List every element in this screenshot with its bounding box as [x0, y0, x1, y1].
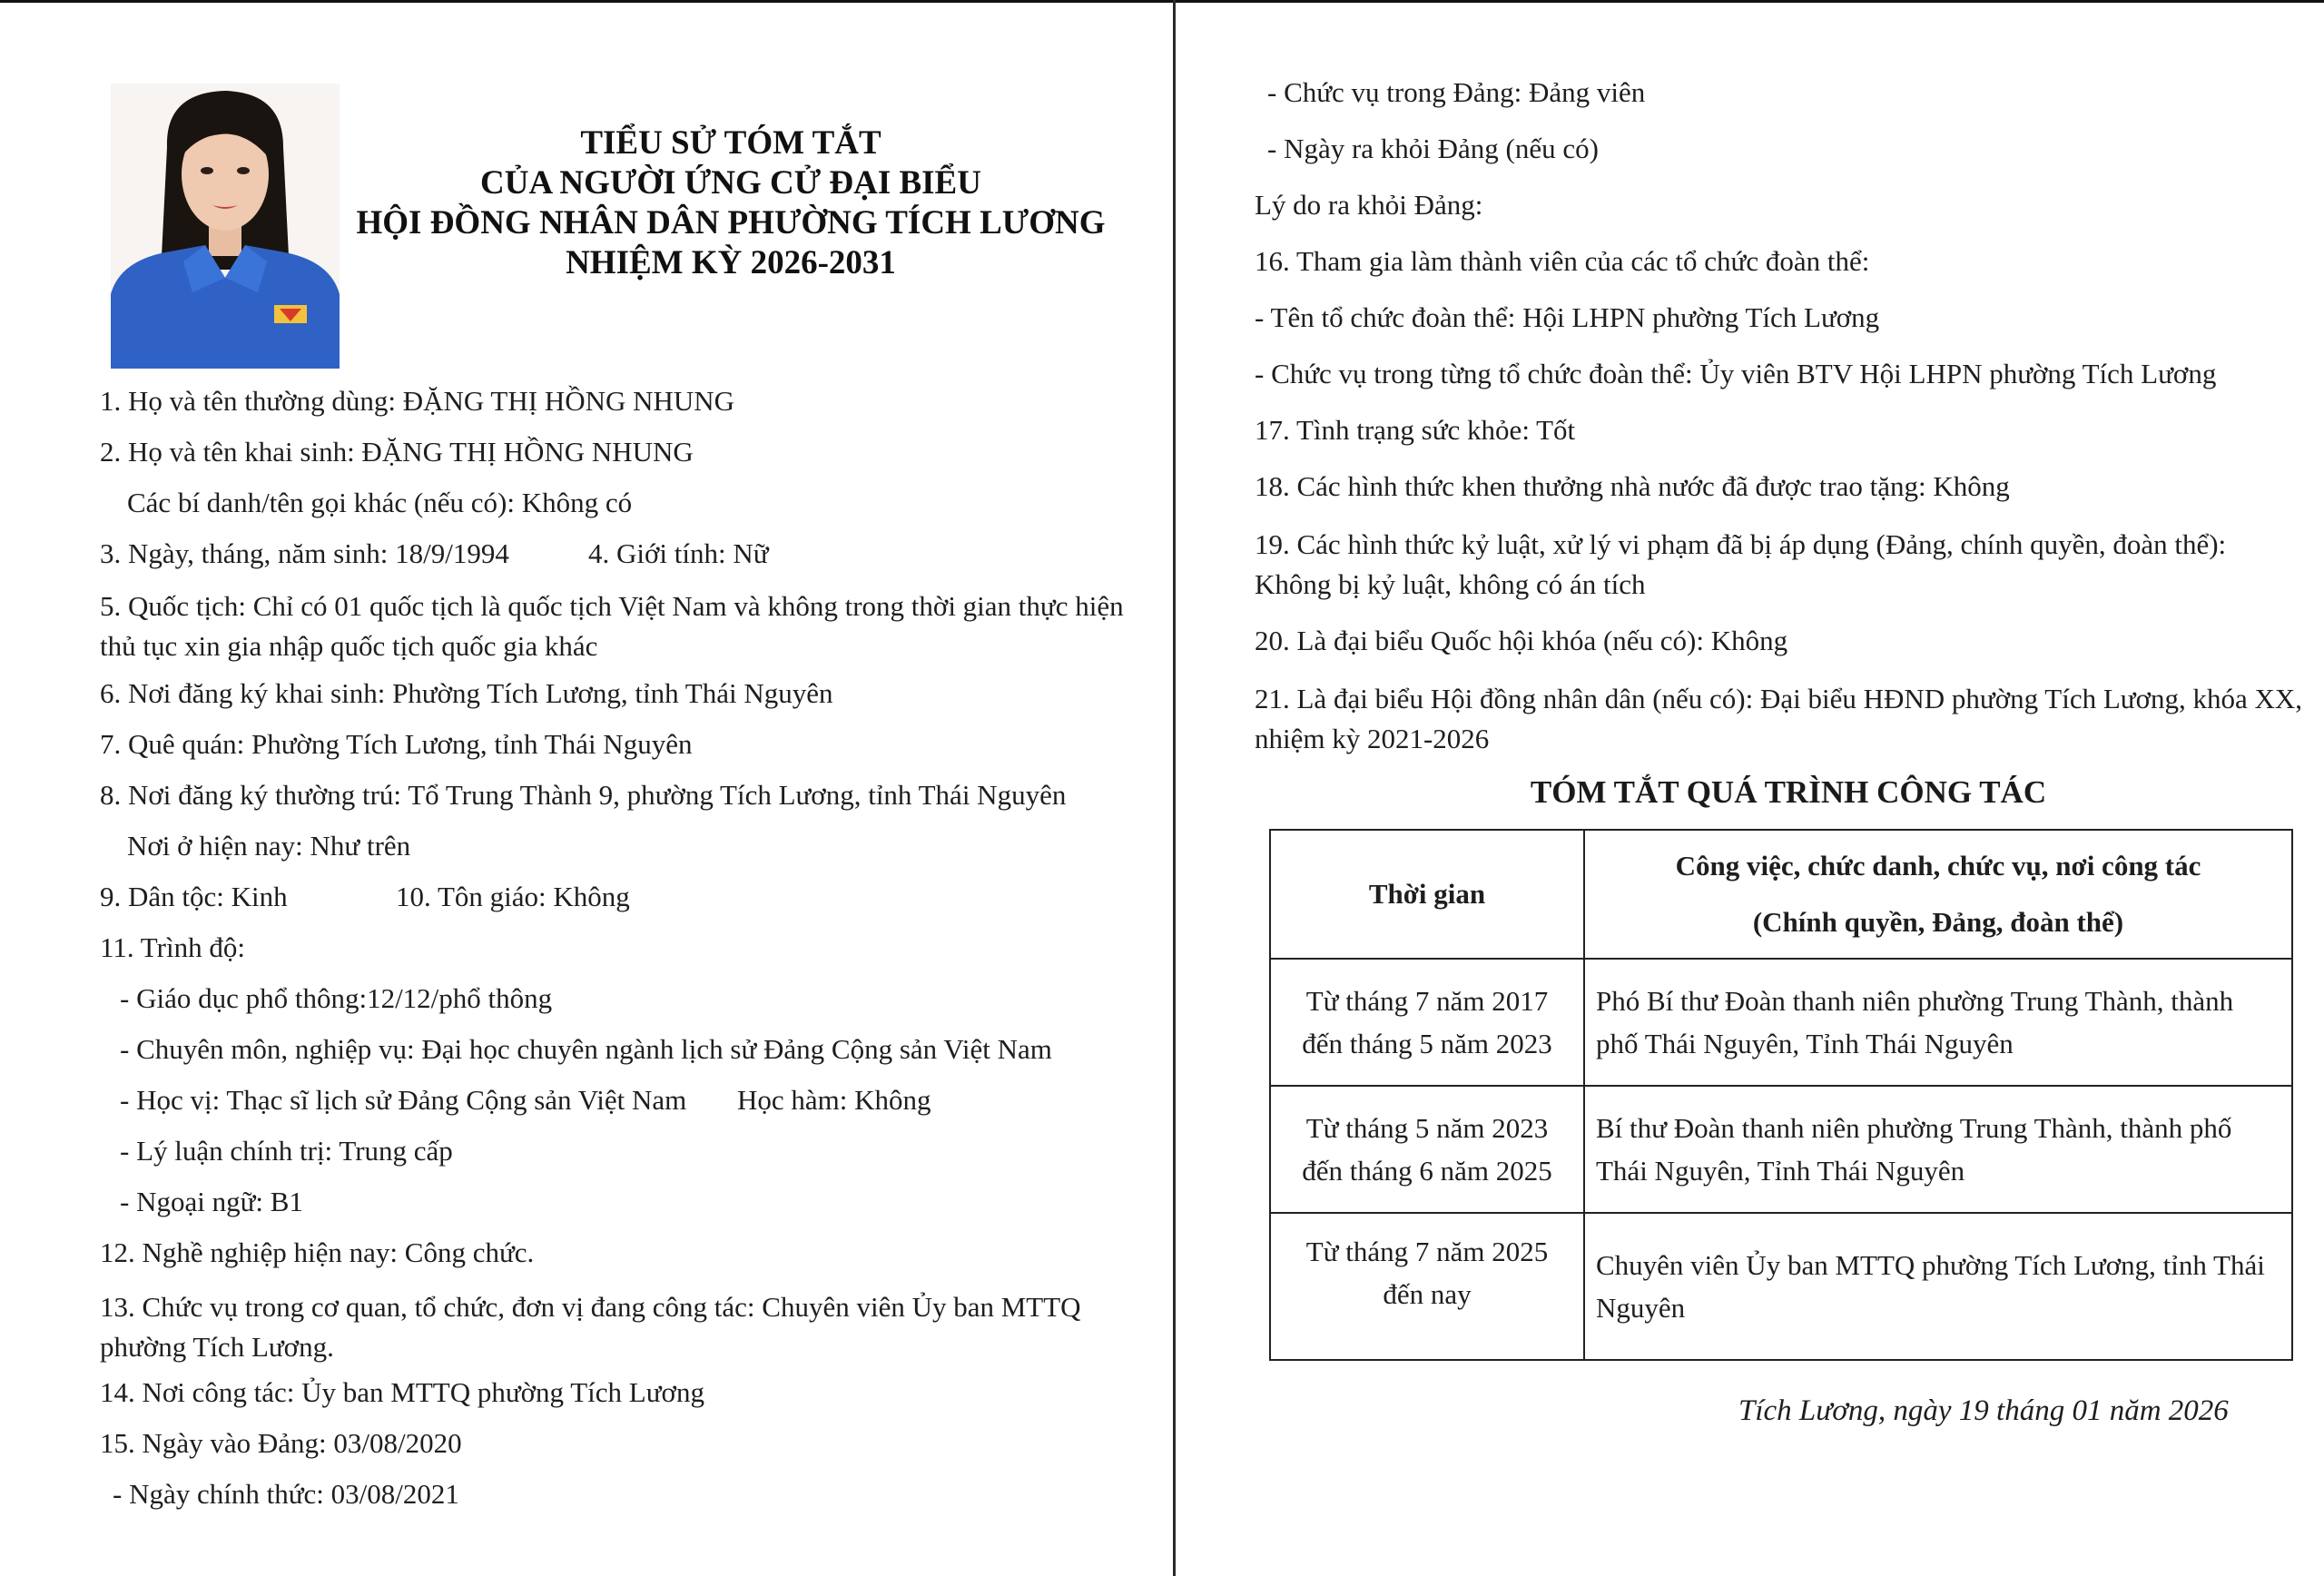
field-party-official-date: - Ngày chính thức: 03/08/2021: [113, 1478, 459, 1510]
field-political-theory: - Lý luận chính trị: Trung cấp: [120, 1135, 453, 1167]
job-cell: Chuyên viên Ủy ban MTTQ phường Tích Lương, tỉnh Thái Nguyên: [1584, 1213, 2292, 1360]
page-divider: [1173, 0, 1176, 1576]
col-job-header: [1584, 830, 2292, 959]
field-organization-role: - Chức vụ trong từng tổ chức đoàn thể: Ủy viên BTV Hội LHPN phường Tích Lương: [1255, 358, 2217, 389]
heading-line-2: CỦA NGƯỜI ỨNG CỬ ĐẠI BIỂU: [480, 164, 981, 202]
work-history-title: TÓM TẮT QUÁ TRÌNH CÔNG TÁC: [1530, 774, 2047, 810]
time-from: Từ tháng 7 năm 2017: [1305, 985, 1549, 1017]
field-permanent-residence: 8. Nơi đăng ký thường trú: Tổ Trung Thành 9, phường Tích Lương, tỉnh Thái Nguyên: [100, 779, 1067, 811]
field-ethnicity: 9. Dân tộc: Kinh: [100, 881, 288, 912]
time-to: đến tháng 6 năm 2025: [1302, 1155, 1552, 1187]
top-border: [0, 0, 2324, 3]
field-occupation: 12. Nghề nghiệp hiện nay: Công chức.: [100, 1236, 535, 1268]
field-party-position: - Chức vụ trong Đảng: Đảng viên: [1267, 76, 1646, 108]
col-job-header-line-1: Công việc, chức danh, chức vụ, nơi công tác: [1675, 850, 2201, 882]
signature-date: Tích Lương, ngày 19 tháng 01 năm 2026: [1738, 1394, 2229, 1427]
portrait-photo: [111, 84, 340, 369]
col-time-header: Thời gian: [1270, 830, 1584, 959]
job-cell: Phó Bí thư Đoàn thanh niên phường Trung Thành, thành phố Thái Nguyên, Tỉnh Thái Nguyên: [1584, 959, 2292, 1086]
field-degree: - Học vị: Thạc sĩ lịch sử Đảng Cộng sản Việt Nam: [120, 1084, 687, 1116]
time-cell: [1270, 1213, 1584, 1360]
heading-line-4: NHIỆM KỲ 2026-2031: [566, 244, 896, 281]
field-hometown: 7. Quê quán: Phường Tích Lương, tỉnh Thái Nguyên: [100, 728, 693, 760]
table-row: [1270, 959, 2292, 1086]
field-party-join-date: 15. Ngày vào Đảng: 03/08/2020: [100, 1427, 462, 1459]
time-cell: [1270, 959, 1584, 1086]
time-from: Từ tháng 7 năm 2025: [1305, 1236, 1549, 1267]
field-foreign-language: - Ngoại ngữ: B1: [120, 1186, 303, 1217]
col-job-header-line-2: (Chính quyền, Đảng, đoàn thể): [1752, 906, 2124, 938]
field-organizations: 16. Tham gia làm thành viên của các tổ chức đoàn thể:: [1255, 245, 1870, 277]
field-workplace: 14. Nơi công tác: Ủy ban MTTQ phường Tích Lương: [100, 1376, 704, 1408]
heading-line-3: HỘI ĐỒNG NHÂN DÂN PHƯỜNG TÍCH LƯƠNG: [356, 204, 1106, 241]
document-heading: [345, 123, 1117, 283]
field-nationality: 5. Quốc tịch: Chỉ có 01 quốc tịch là quốc tịch Việt Nam và không trong thời gian thực hiện thủ tục xin gia nhập quốc tịch quốc gia khác: [100, 590, 1124, 662]
field-general-education: - Giáo dục phổ thông:12/12/phổ thông: [120, 982, 553, 1014]
field-birth-name: 2. Họ và tên khai sinh: ĐẶNG THỊ HỒNG NHUNG: [100, 436, 694, 468]
field-position: 13. Chức vụ trong cơ quan, tổ chức, đơn vị đang công tác: Chuyên viên Ủy ban MTTQ phường Tích Lương.: [100, 1291, 1081, 1363]
field-education-label: 11. Trình độ:: [100, 931, 245, 963]
job-cell: Bí thư Đoàn thanh niên phường Trung Thành, thành phố Thái Nguyên, Tỉnh Thái Nguyên: [1584, 1086, 2292, 1213]
field-birth-registration: 6. Nơi đăng ký khai sinh: Phường Tích Lương, tỉnh Thái Nguyên: [100, 677, 833, 709]
field-organization-name: - Tên tổ chức đoàn thể: Hội LHPN phường Tích Lương: [1255, 301, 1880, 333]
field-party-leave-date: - Ngày ra khỏi Đảng (nếu có): [1267, 133, 1599, 164]
time-cell: [1270, 1086, 1584, 1213]
field-health: 17. Tình trạng sức khỏe: Tốt: [1255, 414, 1576, 446]
time-from: Từ tháng 5 năm 2023: [1305, 1112, 1549, 1144]
heading-line-1: TIỂU SỬ TÓM TẮT: [580, 124, 881, 162]
field-gender: 4. Giới tính: Nữ: [588, 537, 769, 569]
time-to: đến tháng 5 năm 2023: [1302, 1028, 1552, 1059]
field-current-residence: Nơi ở hiện nay: Như trên: [127, 830, 411, 862]
field-specialization: - Chuyên môn, nghiệp vụ: Đại học chuyên ngành lịch sử Đảng Cộng sản Việt Nam: [120, 1033, 1052, 1065]
table-header-row: [1270, 830, 2292, 959]
field-awards: 18. Các hình thức khen thưởng nhà nước đã được trao tặng: Không: [1255, 470, 2010, 502]
table-row: [1270, 1213, 2292, 1360]
field-peoples-council: 21. Là đại biểu Hội đồng nhân dân (nếu có): Đại biểu HĐND phường Tích Lương, khóa XX, nhiệm kỳ 2021-2026: [1255, 683, 2303, 754]
field-common-name: 1. Họ và tên thường dùng: ĐẶNG THỊ HỒNG NHUNG: [100, 385, 735, 417]
work-history-table: [1269, 829, 2293, 1361]
field-academic-title: Học hàm: Không: [737, 1084, 931, 1116]
table-row: [1270, 1086, 2292, 1213]
field-discipline: 19. Các hình thức kỷ luật, xử lý vi phạm đã bị áp dụng (Đảng, chính quyền, đoàn thể): Không bị kỷ luật, không có án tích: [1255, 528, 2227, 600]
field-aliases: Các bí danh/tên gọi khác (nếu có): Không có: [127, 487, 633, 518]
field-party-leave-reason: Lý do ra khỏi Đảng:: [1255, 189, 1483, 221]
field-religion: 10. Tôn giáo: Không: [396, 881, 630, 912]
field-birth-date: 3. Ngày, tháng, năm sinh: 18/9/1994: [100, 537, 509, 569]
time-to: đến nay: [1383, 1278, 1472, 1310]
field-national-assembly: 20. Là đại biểu Quốc hội khóa (nếu có): Không: [1255, 625, 1788, 656]
